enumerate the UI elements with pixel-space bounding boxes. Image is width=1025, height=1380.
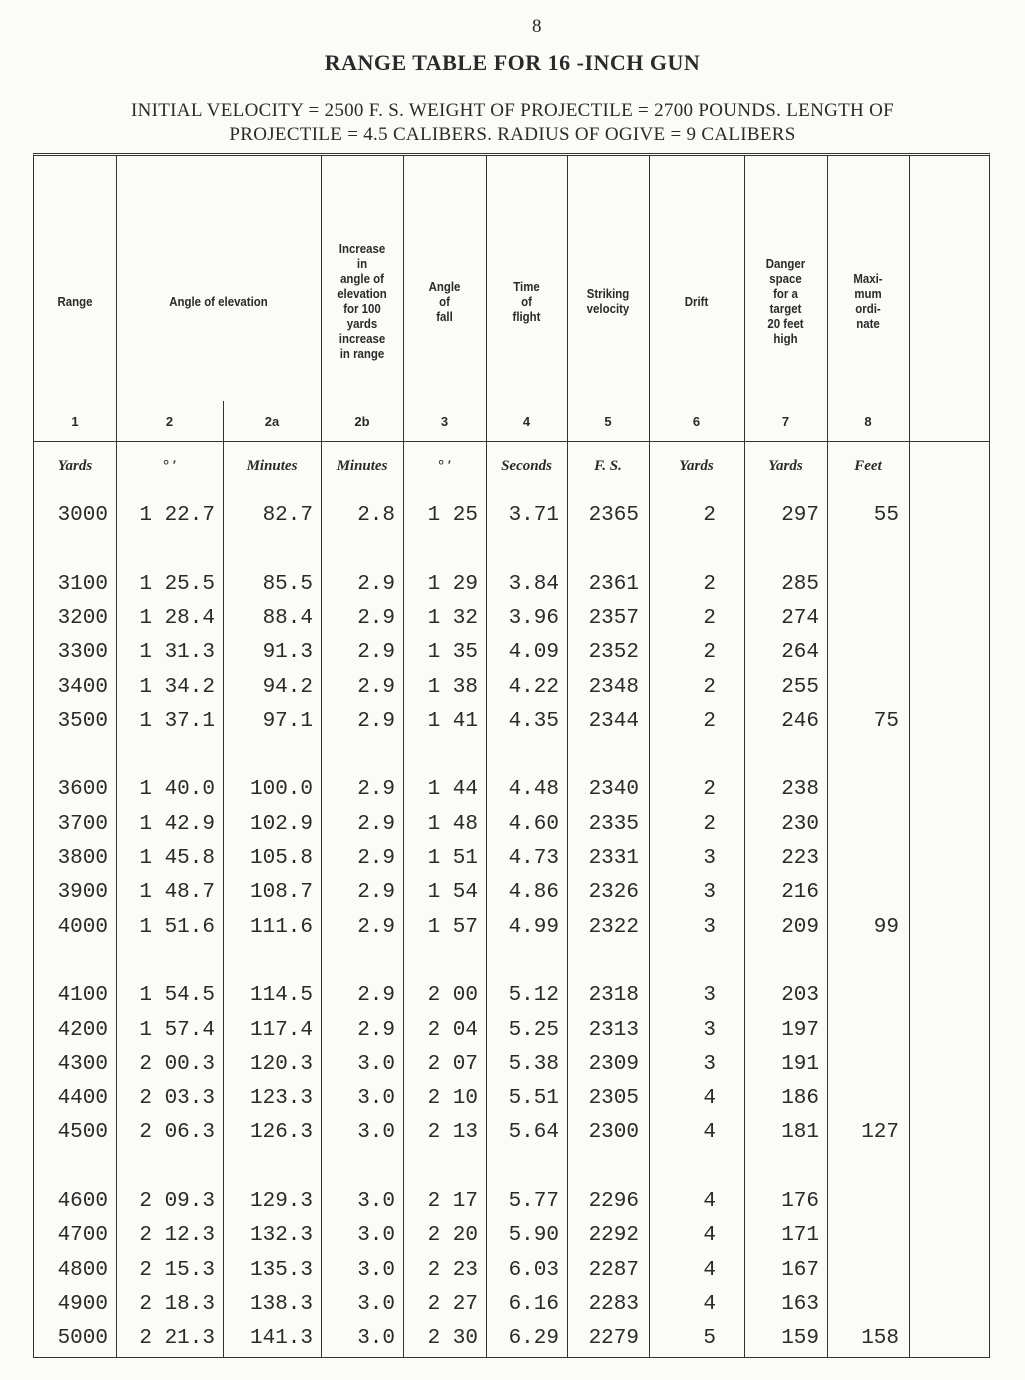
table-cell: 1 51.6 — [139, 915, 215, 939]
table-cell: 2287 — [588, 1258, 639, 1282]
page-number: 8 — [532, 16, 542, 37]
table-cell: 94.2 — [262, 675, 313, 699]
table-cell: 216 — [781, 881, 819, 905]
table-cell: 2.9 — [357, 778, 395, 802]
table-cell: 3.0 — [357, 1087, 395, 1111]
column-divider — [567, 156, 568, 1357]
table-cell: 132.3 — [249, 1224, 313, 1248]
column-divider — [649, 156, 650, 1357]
column-number: 2a — [264, 414, 280, 429]
table-cell: 2318 — [588, 984, 639, 1008]
table-cell: 3.0 — [357, 1121, 395, 1145]
range-cell: 4800 — [57, 1258, 108, 1282]
table-cell: 1 38 — [427, 675, 478, 699]
table-cell: 3.0 — [357, 1258, 395, 1282]
table-cell: 2.9 — [357, 1018, 395, 1042]
column-number: 4 — [522, 414, 531, 429]
table-cell: 114.5 — [249, 984, 313, 1008]
range-cell: 4200 — [57, 1018, 108, 1042]
table-cell: 2.9 — [357, 675, 395, 699]
column-unit: Yards — [768, 458, 803, 474]
table-cell: 2 — [703, 504, 716, 527]
table-cell: 2335 — [588, 812, 639, 836]
table-cell: 85.5 — [262, 572, 313, 596]
table-cell: 2361 — [588, 572, 639, 596]
range-cell: 5000 — [57, 1327, 108, 1351]
table-cell: 4 — [703, 1224, 716, 1248]
table-cell: 2309 — [588, 1052, 639, 1076]
table-cell: 171 — [781, 1224, 819, 1248]
table-cell: 2 27 — [427, 1292, 478, 1316]
column-unit: ° ′ — [162, 458, 177, 474]
table-cell: 2 00 — [427, 984, 478, 1008]
range-cell: 4600 — [57, 1190, 108, 1213]
range-cell: 3100 — [57, 572, 108, 596]
table-cell: 264 — [781, 641, 819, 665]
table-cell: 255 — [781, 675, 819, 699]
table-cell: 4.86 — [508, 881, 559, 905]
table-cell: 2279 — [588, 1327, 639, 1351]
table-cell: 55 — [873, 504, 899, 527]
table-cell: 4.60 — [508, 812, 559, 836]
table-cell: 91.3 — [262, 641, 313, 665]
header-divider — [34, 441, 989, 442]
range-cell: 4500 — [57, 1121, 108, 1145]
table-cell: 2344 — [588, 709, 639, 733]
table-cell: 2.9 — [357, 847, 395, 870]
table-cell: 2 12.3 — [139, 1224, 215, 1248]
table-cell: 1 28.4 — [139, 606, 215, 630]
column-number: 7 — [781, 414, 790, 429]
table-cell: 2 03.3 — [139, 1087, 215, 1111]
table-cell: 4.09 — [508, 641, 559, 665]
table-cell: 2305 — [588, 1087, 639, 1111]
table-cell: 2 30 — [427, 1327, 478, 1351]
table-cell: 4 — [703, 1292, 716, 1316]
table-cell: 2348 — [588, 675, 639, 699]
table-cell: 203 — [781, 984, 819, 1008]
table-cell: 1 54.5 — [139, 984, 215, 1008]
table-cell: 105.8 — [249, 847, 313, 870]
table-cell: 186 — [781, 1087, 819, 1111]
table-cell: 120.3 — [249, 1052, 313, 1076]
table-cell: 2322 — [588, 915, 639, 939]
table-cell: 88.4 — [262, 606, 313, 630]
table-cell: 4.48 — [508, 778, 559, 802]
table-cell: 2365 — [588, 504, 639, 527]
table-cell: 123.3 — [249, 1087, 313, 1111]
range-cell: 3000 — [57, 504, 108, 527]
range-cell: 3600 — [57, 778, 108, 802]
table-cell: 159 — [781, 1327, 819, 1351]
table-cell: 4 — [703, 1258, 716, 1282]
table-cell: 2326 — [588, 881, 639, 905]
column-divider — [403, 156, 404, 1357]
range-cell: 3300 — [57, 641, 108, 665]
column-unit: Minutes — [336, 458, 388, 474]
table-cell: 2 15.3 — [139, 1258, 215, 1282]
table-cell: 2 06.3 — [139, 1121, 215, 1145]
table-cell: 1 45.8 — [139, 847, 215, 870]
table-cell: 2 — [703, 572, 716, 596]
table-cell: 4 — [703, 1121, 716, 1145]
table-cell: 5.77 — [508, 1190, 559, 1213]
table-cell: 108.7 — [249, 881, 313, 905]
table-cell: 1 44 — [427, 778, 478, 802]
table-cell: 138.3 — [249, 1292, 313, 1316]
table-cell: 1 29 — [427, 572, 478, 596]
table-cell: 2 18.3 — [139, 1292, 215, 1316]
table-cell: 2 — [703, 641, 716, 665]
table-cell: 2.9 — [357, 641, 395, 665]
range-cell: 4300 — [57, 1052, 108, 1076]
column-divider — [116, 156, 117, 1357]
table-cell: 3 — [703, 881, 716, 905]
table-cell: 2 — [703, 709, 716, 733]
table-cell: 111.6 — [249, 915, 313, 939]
table-cell: 1 22.7 — [139, 504, 215, 527]
table-cell: 2 — [703, 778, 716, 802]
table-cell: 297 — [781, 504, 819, 527]
table-cell: 3.0 — [357, 1327, 395, 1351]
table-cell: 2352 — [588, 641, 639, 665]
table-cell: 5.51 — [508, 1087, 559, 1111]
table-cell: 5.64 — [508, 1121, 559, 1145]
table-cell: 4.35 — [508, 709, 559, 733]
table-cell: 4.99 — [508, 915, 559, 939]
table-cell: 2283 — [588, 1292, 639, 1316]
table-cell: 274 — [781, 606, 819, 630]
range-cell: 3800 — [57, 847, 108, 870]
table-cell: 1 32 — [427, 606, 478, 630]
column-divider — [909, 156, 910, 1357]
table-cell: 5.25 — [508, 1018, 559, 1042]
range-cell: 3200 — [57, 606, 108, 630]
table-cell: 2.9 — [357, 572, 395, 596]
table-cell: 3.0 — [357, 1052, 395, 1076]
range-cell: 3700 — [57, 812, 108, 836]
table-cell: 97.1 — [262, 709, 313, 733]
table-cell: 2 00.3 — [139, 1052, 215, 1076]
table-cell: 1 48 — [427, 812, 478, 836]
column-divider — [744, 156, 745, 1357]
column-header-label: Time of flight — [512, 278, 541, 324]
table-cell: 2 13 — [427, 1121, 478, 1145]
column-header-label: Range — [57, 293, 93, 309]
table-cell: 82.7 — [262, 504, 313, 527]
table-cell: 3 — [703, 847, 716, 870]
table-cell: 1 51 — [427, 847, 478, 870]
table-cell: 2 — [703, 675, 716, 699]
table-cell: 2 10 — [427, 1087, 478, 1111]
range-cell: 4000 — [57, 915, 108, 939]
table-cell: 2292 — [588, 1224, 639, 1248]
table-cell: 2.9 — [357, 606, 395, 630]
column-header-label: Increase in angle of elevation for 100 yards increase in range — [337, 241, 387, 361]
page-title: RANGE TABLE FOR 16 -INCH GUN — [324, 50, 701, 75]
table-cell: 1 25 — [427, 504, 478, 527]
table-cell: 3.0 — [357, 1190, 395, 1213]
table-cell: 2 04 — [427, 1018, 478, 1042]
column-divider — [223, 401, 224, 1357]
column-unit: Feet — [854, 458, 882, 474]
table-cell: 1 54 — [427, 881, 478, 905]
table-cell: 2.9 — [357, 881, 395, 905]
table-cell: 2.9 — [357, 984, 395, 1008]
table-cell: 2 07 — [427, 1052, 478, 1076]
range-cell: 3900 — [57, 881, 108, 905]
table-cell: 4 — [703, 1190, 716, 1213]
table-cell: 135.3 — [249, 1258, 313, 1282]
table-cell: 6.29 — [508, 1327, 559, 1351]
table-cell: 2357 — [588, 606, 639, 630]
table-cell: 2.9 — [357, 915, 395, 939]
range-cell: 3500 — [57, 709, 108, 733]
column-number: 6 — [692, 414, 701, 429]
table-cell: 4 — [703, 1087, 716, 1111]
table-cell: 2340 — [588, 778, 639, 802]
column-header-label: Angle of elevation — [169, 293, 268, 309]
table-cell: 99 — [873, 915, 899, 939]
column-unit: F. S. — [594, 458, 622, 474]
table-cell: 5.12 — [508, 984, 559, 1008]
table-cell: 176 — [781, 1190, 819, 1213]
range-cell: 4400 — [57, 1087, 108, 1111]
table-cell: 3.0 — [357, 1224, 395, 1248]
column-header-label: Striking velocity — [586, 286, 630, 316]
column-unit: ° ′ — [437, 458, 452, 474]
range-cell: 3400 — [57, 675, 108, 699]
range-cell: 4100 — [57, 984, 108, 1008]
column-unit: Seconds — [501, 458, 552, 474]
table-cell: 3 — [703, 915, 716, 939]
column-number: 1 — [71, 414, 79, 429]
table-cell: 1 48.7 — [139, 881, 215, 905]
table-cell: 4.73 — [508, 847, 559, 870]
table-cell: 181 — [781, 1121, 819, 1145]
table-cell: 1 25.5 — [139, 572, 215, 596]
table-cell: 126.3 — [249, 1121, 313, 1145]
column-number: 8 — [864, 414, 872, 429]
table-cell: 2 17 — [427, 1190, 478, 1213]
table-cell: 230 — [781, 812, 819, 836]
table-cell: 1 34.2 — [139, 675, 215, 699]
table-cell: 2 21.3 — [139, 1327, 215, 1351]
column-divider — [321, 156, 322, 1357]
table-cell: 3.96 — [508, 606, 559, 630]
table-cell: 3.84 — [508, 572, 559, 596]
table-cell: 1 57 — [427, 915, 478, 939]
table-cell: 3 — [703, 1052, 716, 1076]
table-cell: 1 42.9 — [139, 812, 215, 836]
table-cell: 1 40.0 — [139, 778, 215, 802]
table-cell: 2300 — [588, 1121, 639, 1145]
table-cell: 246 — [781, 709, 819, 733]
table-cell: 158 — [861, 1327, 899, 1351]
table-cell: 209 — [781, 915, 819, 939]
column-header-label: Danger space for a target 20 feet high — [765, 256, 806, 346]
column-divider — [486, 156, 487, 1357]
table-cell: 117.4 — [249, 1018, 313, 1042]
column-unit: Yards — [57, 458, 93, 474]
column-number: 5 — [604, 414, 612, 429]
table-cell: 2 23 — [427, 1258, 478, 1282]
column-unit: Minutes — [246, 458, 298, 474]
table-cell: 2.9 — [357, 812, 395, 836]
table-cell: 2 09.3 — [139, 1190, 215, 1213]
column-header-label: Maxi- mum ordi- nate — [853, 271, 883, 331]
table-cell: 1 31.3 — [139, 641, 215, 665]
table-cell: 1 35 — [427, 641, 478, 665]
column-header-label: Drift — [684, 293, 709, 309]
table-cell: 167 — [781, 1258, 819, 1282]
table-cell: 2.9 — [357, 709, 395, 733]
table-cell: 2 — [703, 812, 716, 836]
table-cell: 2313 — [588, 1018, 639, 1042]
table-cell: 3.0 — [357, 1292, 395, 1316]
table-cell: 2 20 — [427, 1224, 478, 1248]
table-cell: 1 41 — [427, 709, 478, 733]
table-cell: 3 — [703, 984, 716, 1008]
table-cell: 2331 — [588, 847, 639, 870]
table-cell: 6.16 — [508, 1292, 559, 1316]
column-number: 2 — [165, 414, 174, 429]
table-cell: 75 — [873, 709, 899, 733]
table-cell: 3.71 — [508, 504, 559, 527]
table-cell: 100.0 — [249, 778, 313, 802]
table-cell: 5 — [703, 1327, 716, 1351]
table-cell: 1 57.4 — [139, 1018, 215, 1042]
subtitle-line-1: INITIAL VELOCITY = 2500 F. S. WEIGHT OF PROJECTILE = 2700 POUNDS. LENGTH OF — [131, 100, 894, 121]
table-cell: 4.22 — [508, 675, 559, 699]
column-divider — [827, 156, 828, 1357]
table-cell: 127 — [861, 1121, 899, 1145]
column-number: 3 — [440, 414, 449, 429]
table-cell: 5.38 — [508, 1052, 559, 1076]
range-cell: 4900 — [57, 1292, 108, 1316]
table-cell: 223 — [781, 847, 819, 870]
table-cell: 191 — [781, 1052, 819, 1076]
range-cell: 4700 — [57, 1224, 108, 1248]
table-cell: 197 — [781, 1018, 819, 1042]
table-cell: 285 — [781, 572, 819, 596]
table-cell: 102.9 — [249, 812, 313, 836]
table-cell: 2 — [703, 606, 716, 630]
table-cell: 6.03 — [508, 1258, 559, 1282]
range-table — [33, 153, 990, 1358]
table-cell: 129.3 — [249, 1190, 313, 1213]
column-header-label: Angle of fall — [428, 278, 461, 324]
column-number: 2b — [354, 414, 370, 429]
column-unit: Yards — [679, 458, 714, 474]
table-cell: 2.8 — [357, 504, 395, 527]
subtitle-line-2: PROJECTILE = 4.5 CALIBERS. RADIUS OF OGIVE = 9 CALIBERS — [229, 124, 796, 145]
table-cell: 238 — [781, 778, 819, 802]
table-cell: 2296 — [588, 1190, 639, 1213]
table-cell: 5.90 — [508, 1224, 559, 1248]
table-cell: 1 37.1 — [139, 709, 215, 733]
table-cell: 141.3 — [249, 1327, 313, 1351]
table-cell: 163 — [781, 1292, 819, 1316]
table-cell: 3 — [703, 1018, 716, 1042]
